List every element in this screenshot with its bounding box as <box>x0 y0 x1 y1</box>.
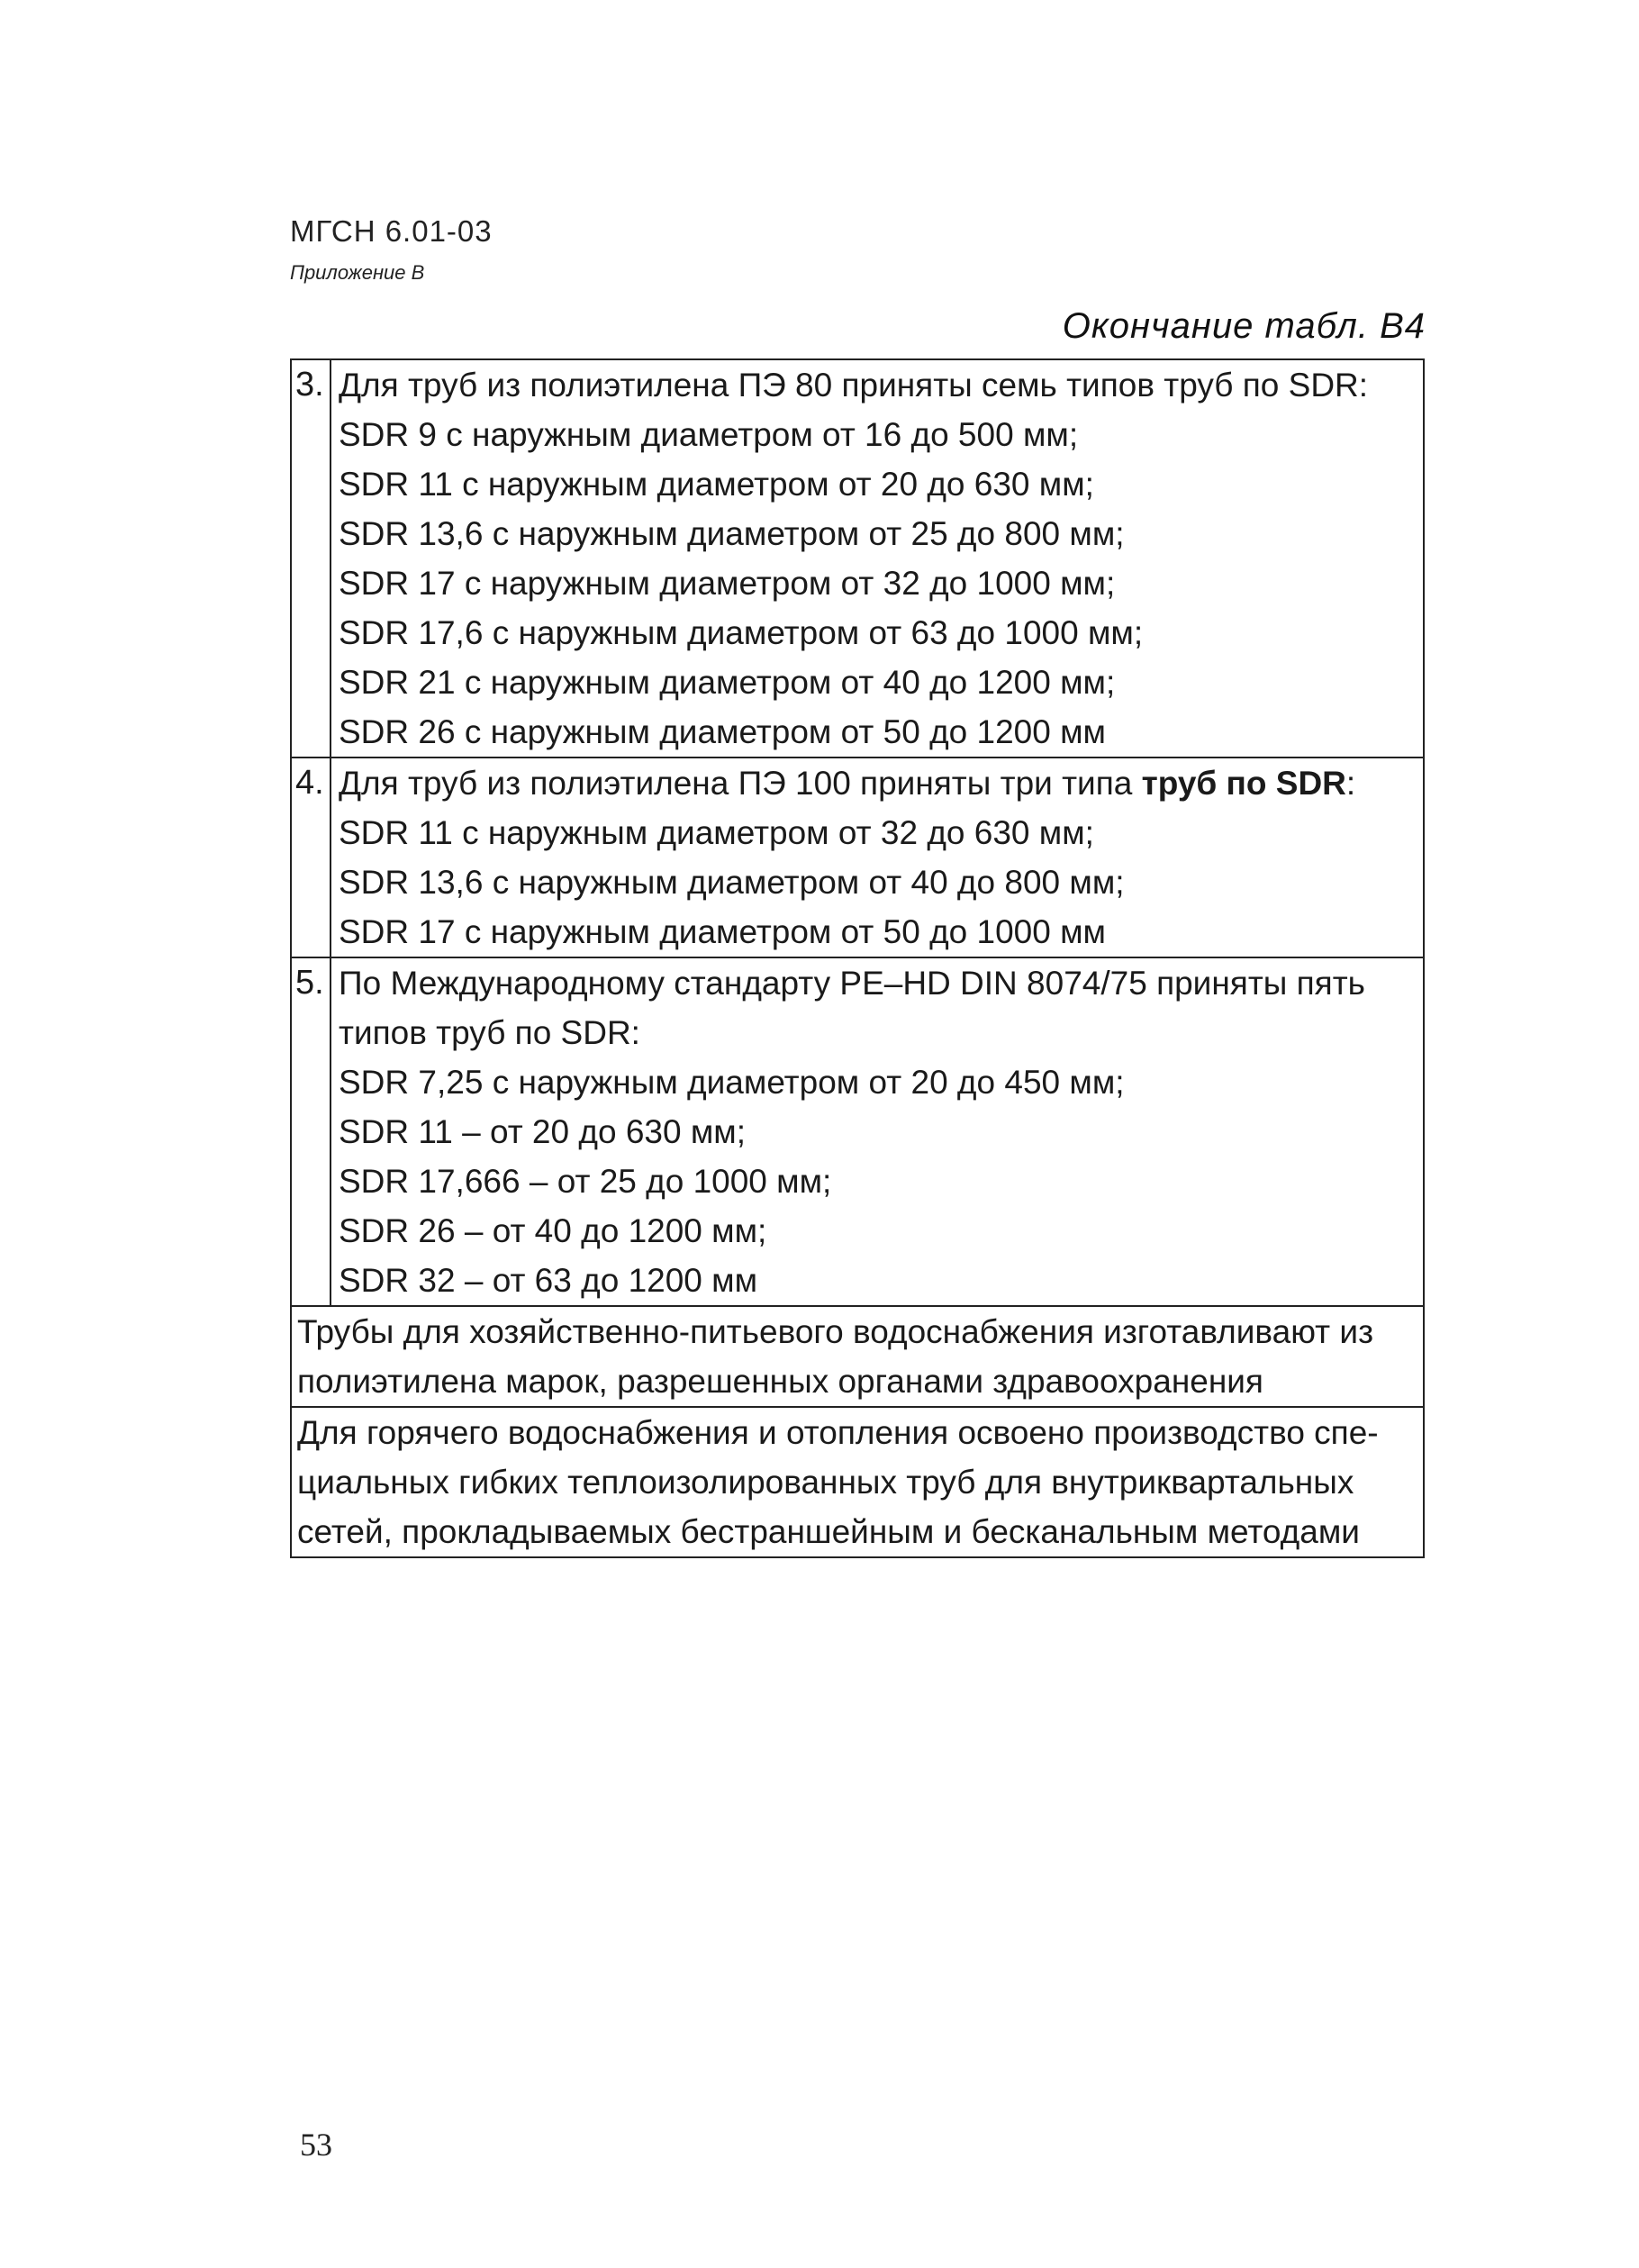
text-line: Трубы для хозяйственно-питьевого водоснабжения изготавливают из <box>297 1313 1374 1350</box>
text-line: SDR 32 – от 63 до 1200 мм <box>339 1262 758 1299</box>
text-line: полиэтилена марок, разрешенных органами здравоохранения <box>297 1363 1263 1400</box>
text-line: SDR 17 с наружным диаметром от 50 до 1000 мм <box>339 913 1106 950</box>
text-line: типов труб по SDR: <box>339 1014 640 1051</box>
text-line: Для горячего водоснабжения и отопления освоено производство спе- <box>297 1414 1379 1451</box>
text-line: SDR 21 с наружным диаметром от 40 до 1200 мм; <box>339 664 1116 701</box>
row-text <box>331 958 1423 1305</box>
bold-phrase: труб по SDR <box>1141 765 1346 802</box>
table-caption: Окончание табл. В4 <box>1062 306 1426 346</box>
text-line: SDR 17,666 – от 25 до 1000 мм; <box>339 1163 832 1200</box>
text-line-end: : <box>1345 765 1356 802</box>
row-number: 4. <box>292 758 331 957</box>
text-line: SDR 17 с наружным диаметром от 32 до 1000 мм; <box>339 565 1116 602</box>
row-number: 5. <box>292 958 331 1305</box>
table-b4 <box>290 358 1425 1558</box>
text-line: SDR 11 – от 20 до 630 мм; <box>339 1113 746 1150</box>
text-line <box>339 758 1423 808</box>
text-line: SDR 7,25 с наружным диаметром от 20 до 450 мм; <box>339 1064 1125 1101</box>
text-line: SDR 13,6 с наружным диаметром от 40 до 800 мм; <box>339 864 1125 901</box>
text-line: циальных гибких теплоизолированных труб для внутриквартальных <box>297 1464 1354 1501</box>
row-number: 3. <box>292 360 331 757</box>
text-line: SDR 17,6 с наружным диаметром от 63 до 1000 мм; <box>339 614 1144 651</box>
page-number: 53 <box>300 2127 332 2163</box>
text-line: SDR 11 с наружным диаметром от 32 до 630 мм; <box>339 814 1094 851</box>
table-row-5 <box>292 958 1423 1307</box>
text-line: По Международному стандарту PE–HD DIN 8074/75 приняты пять <box>339 965 1365 1002</box>
text-line-start: Для труб из полиэтилена ПЭ 100 приняты три типа <box>339 765 1142 802</box>
document-code: МГСН 6.01-03 <box>290 214 493 248</box>
row-text <box>292 1307 1373 1406</box>
text-line: SDR 26 – от 40 до 1200 мм; <box>339 1212 767 1249</box>
text-line: Для труб из полиэтилена ПЭ 80 приняты семь типов труб по SDR: <box>339 367 1369 404</box>
text-line: SDR 26 с наружным диаметром от 50 до 1200 мм <box>339 713 1106 750</box>
row-text <box>331 360 1423 757</box>
text-line: SDR 9 с наружным диаметром от 16 до 500 мм; <box>339 416 1079 453</box>
text-line: SDR 13,6 с наружным диаметром от 25 до 800 мм; <box>339 515 1125 552</box>
row-text <box>292 1408 1379 1556</box>
text-line: сетей, прокладываемых бестраншейным и бесканальным методами <box>297 1513 1360 1550</box>
row-text <box>331 758 1423 957</box>
appendix-label: Приложение В <box>290 261 425 284</box>
table-row-hot-water <box>292 1408 1423 1556</box>
text-line: SDR 11 с наружным диаметром от 20 до 630 мм; <box>339 466 1094 503</box>
table-row-4 <box>292 758 1423 958</box>
table-row-3 <box>292 360 1423 758</box>
table-row-drinking-water <box>292 1307 1423 1408</box>
